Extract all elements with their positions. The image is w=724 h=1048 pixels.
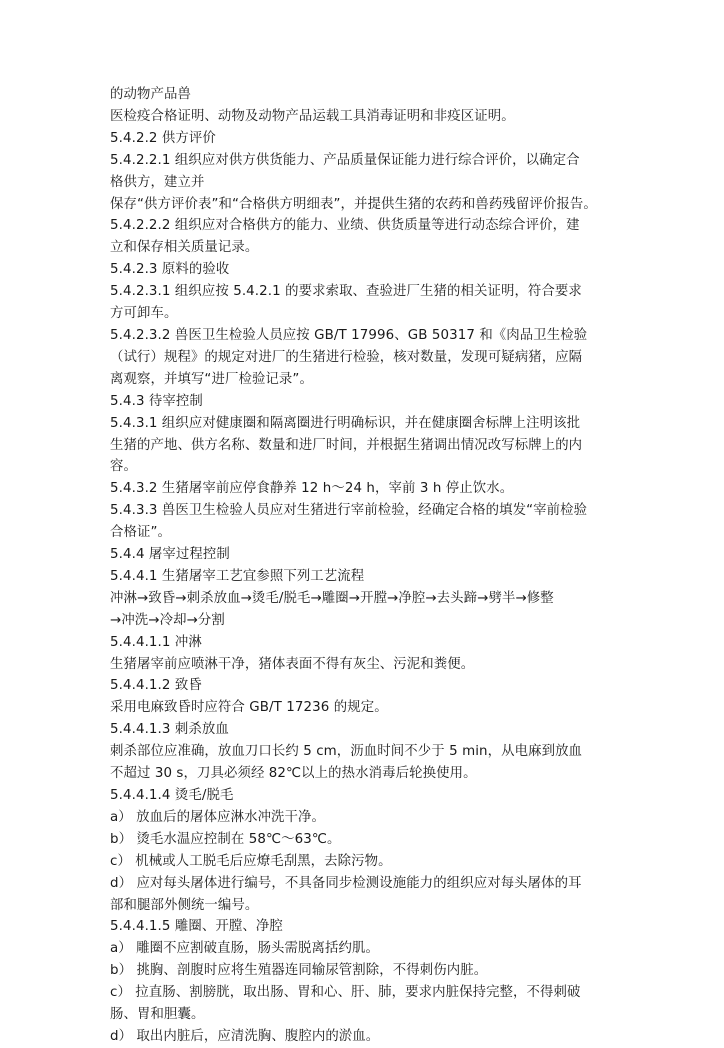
- text-line: 立和保存相关质量记录。: [110, 240, 259, 256]
- text-line: 离观察，并填写“进厂检验记录”。: [110, 371, 313, 387]
- text-line: 5.4.4.1 生猪屠宰工艺宜参照下列工艺流程: [110, 568, 365, 584]
- text-line: 合格证”。: [110, 525, 171, 541]
- list-item: d） 取出内脏后，应清洗胸、腹腔内的淤血。: [110, 1028, 380, 1044]
- section-heading: 5.4.4.1.2 致昏: [110, 678, 202, 694]
- text-line: 刺杀部位应准确，放血刀口长约 5 cm，沥血时间不少于 5 min，从电麻到放血: [110, 744, 583, 760]
- section-heading: 5.4.2.3 原料的验收: [110, 262, 230, 278]
- document-body: [110, 84, 618, 1048]
- section-heading: 5.4.4.1.3 刺杀放血: [110, 722, 229, 738]
- text-line: 生猪的产地、供方名称、数量和进厂时间，并根据生猪调出情况改写标牌上的内: [110, 437, 583, 453]
- text-line: 的动物产品兽: [110, 87, 191, 102]
- list-item: b） 挑胸、剖腹时应将生殖器连同输尿管割除，不得刺伤内脏。: [110, 963, 488, 979]
- text-line: 采用电麻致昏时应符合 GB/T 17236 的规定。: [110, 700, 388, 716]
- list-item: a） 放血后的屠体应淋水冲洗干净。: [110, 809, 326, 825]
- text-line: （试行）规程》的规定对进厂的生猪进行检验，核对数量，发现可疑病猪，应隔: [110, 349, 583, 365]
- text-line: 5.4.2.2.1 组织应对供方供货能力、产品质量保证能力进行综合评价，以确定合: [110, 152, 580, 168]
- text-line: 5.4.2.2.2 组织应对合格供方的能力、业绩、供货质量等进行动态综合评价，建: [110, 218, 580, 234]
- section-heading: 5.4.4.1.5 雕圈、开膛、净腔: [110, 919, 283, 935]
- text-line: 5.4.2.3.2 兽医卫生检验人员应按 GB/T 17996、GB 50317 和《肉品卫生检验: [110, 327, 588, 343]
- text-line: 方可卸车。: [110, 306, 178, 322]
- process-flow-line: 冲淋→致昏→刺杀放血→烫毛/脱毛→雕圈→开膛→净腔→去头蹄→劈半→修整: [110, 590, 554, 606]
- text-line: 5.4.3.2 生猪屠宰前应停食静养 12 h～24 h，宰前 3 h 停止饮水。: [110, 481, 514, 497]
- text-line: 医检疫合格证明、动物及动物产品运载工具消毒证明和非疫区证明。: [110, 108, 515, 124]
- list-item: c） 拉直肠、割膀胱，取出肠、胃和心、肝、肺，要求内脏保持完整，不得刺破: [110, 985, 581, 1001]
- section-heading: 5.4.4 屠宰过程控制: [110, 547, 230, 563]
- text-line: 肠、胃和胆囊。: [110, 1007, 205, 1023]
- list-item: b） 烫毛水温应控制在 58℃～63℃。: [110, 831, 341, 847]
- list-item: d） 应对每头屠体进行编号，不具备同步检测设施能力的组织应对每头屠体的耳: [110, 875, 582, 891]
- text-line: 格供方，建立并: [110, 174, 205, 190]
- text-line: 部和腿部外侧统一编号。: [110, 897, 259, 913]
- text-line: 不超过 30 s，刀具必须经 82℃以上的热水消毒后轮换使用。: [110, 766, 477, 782]
- list-item: a） 雕圈不应割破直肠，肠头需脱离括约肌。: [110, 941, 379, 957]
- text-line: 保存“供方评价表”和“合格供方明细表”，并提供生猪的农药和兽药残留评价报告。: [110, 196, 597, 212]
- process-flow-line: →冲洗→冷却→分割: [110, 612, 225, 628]
- text-line: 生猪屠宰前应喷淋干净，猪体表面不得有灰尘、污泥和粪便。: [110, 656, 475, 672]
- text-line: 容。: [110, 459, 137, 475]
- section-heading: 5.4.2.2 供方评价: [110, 130, 216, 146]
- list-item: c） 机械或人工脱毛后应燎毛刮黑，去除污物。: [110, 853, 392, 869]
- text-line: 5.4.2.3.1 组织应按 5.4.2.1 的要求索取、查验进厂生猪的相关证明，符合要求: [110, 284, 582, 300]
- section-heading: 5.4.4.1.4 烫毛/脱毛: [110, 788, 234, 803]
- text-line: 5.4.3.3 兽医卫生检验人员应对生猪进行宰前检验，经确定合格的填发“宰前检验: [110, 503, 588, 519]
- section-heading: 5.4.3 待宰控制: [110, 393, 203, 409]
- text-line: 5.4.3.1 组织应对健康圈和隔离圈进行明确标识，并在健康圈舍标牌上注明该批: [110, 415, 581, 431]
- section-heading: 5.4.4.1.1 冲淋: [110, 634, 202, 650]
